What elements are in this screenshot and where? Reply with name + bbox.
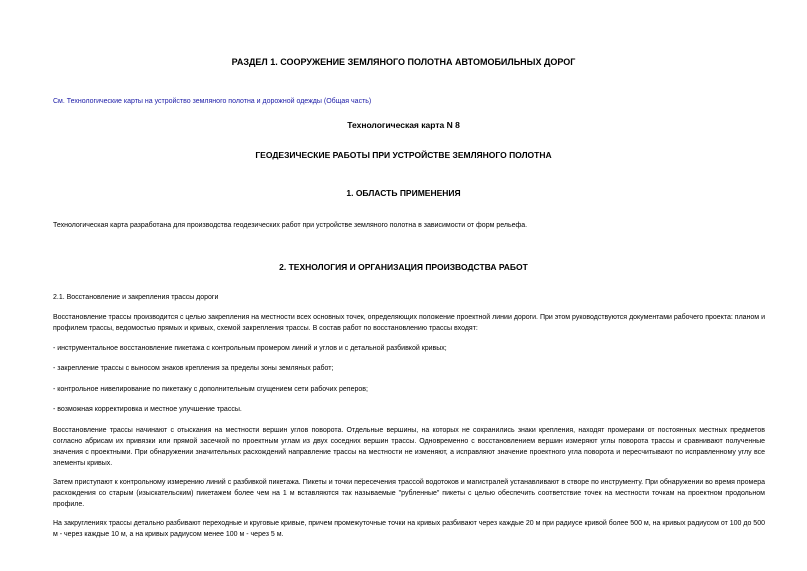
paragraph-control: Затем приступают к контрольному измерению линий с разбивкой пикетажа. Пикеты и точки пересечения трассой водотоков и магистралей устанавливают в створе по инструменту. При обнаружении во время промера расхождения со старым (изыскательским) пикетажем более чем на 1 м вставляются так называемые "рубленные" пикеты с целью обеспечить соответствие точек на местности точкам на проектном продольном профиле. <box>53 479 765 508</box>
section2-heading: 2. ТЕХНОЛОГИЯ И ОРГАНИЗАЦИЯ ПРОИЗВОДСТВА РАБОТ <box>279 262 528 272</box>
card-title: Технологическая карта N 8 <box>347 120 460 130</box>
list-item: - инструментальное восстановление пикетажа с контрольным промером линий и углов и с детальной разбивкой кривых; <box>53 345 447 352</box>
list-item: - контрольное нивелирование по пикетажу с дополнительным сгущением сети рабочих реперов; <box>53 386 368 393</box>
general-part-link[interactable]: См. Технологические карты на устройство земляного полотна и дорожной одежды (Общая часть) <box>53 98 372 105</box>
subsection-heading: 2.1. Восстановление и закрепления трассы дороги <box>53 294 219 301</box>
list-item: - возможная корректировка и местное улучшение трассы. <box>53 406 242 413</box>
section-title: РАЗДЕЛ 1. СООРУЖЕНИЕ ЗЕМЛЯНОГО ПОЛОТНА АВТОМОБИЛЬНЫХ ДОРОГ <box>231 57 576 67</box>
paragraph-restore: Восстановление трассы производится с целью закрепления на местности всех основных точек, определяющих положение проектной линии дороги. При этом руководствуются документами рабочего проекта: планом и профилем трассы, ведомостью прямых и кривых, схемой закрепления трассы. В состав работ по восстановлению трассы входят: <box>53 314 765 332</box>
paragraph-vertices: Восстановление трассы начинают с отыскания на местности вершин углов поворота. Отдельные вершины, на которых не сохранились знаки крепления, находят промерами от постоянных местных предметов согласно абрисам их привязки или прямой засечкой по проектным углам из двух соседних вершин трассы. Одновременно с восстановлением вершин измеряют углы поворота трассы и сравнивают полученные значения с проектными. При обнаружении значительных расхождений направление трассы на местности не изменяют, а исправляют значение проектного угла поворота и пересчитывают по исправленному углу все элементы кривых. <box>53 427 765 467</box>
paragraph-curves: На закруглениях трассы детально разбивают переходные и круговые кривые, причем промежуточные точки на кривых разбивают через каждые 20 м при радиусе кривой более 500 м, на кривых радиусом от 100 до 500 м - через каждые 10 м, а на кривых радиусом менее 100 м - через 5 м. <box>53 520 765 538</box>
list-item: - закрепление трассы с выносом знаков крепления за пределы зоны земляных работ; <box>53 365 334 372</box>
card-subject: ГЕОДЕЗИЧЕСКИЕ РАБОТЫ ПРИ УСТРОЙСТВЕ ЗЕМЛЯНОГО ПОЛОТНА <box>255 150 552 160</box>
section1-heading: 1. ОБЛАСТЬ ПРИМЕНЕНИЯ <box>346 188 461 198</box>
section1-text: Технологическая карта разработана для производства геодезических работ при устройстве земляного полотна в зависимости от форм рельефа. <box>53 222 528 229</box>
